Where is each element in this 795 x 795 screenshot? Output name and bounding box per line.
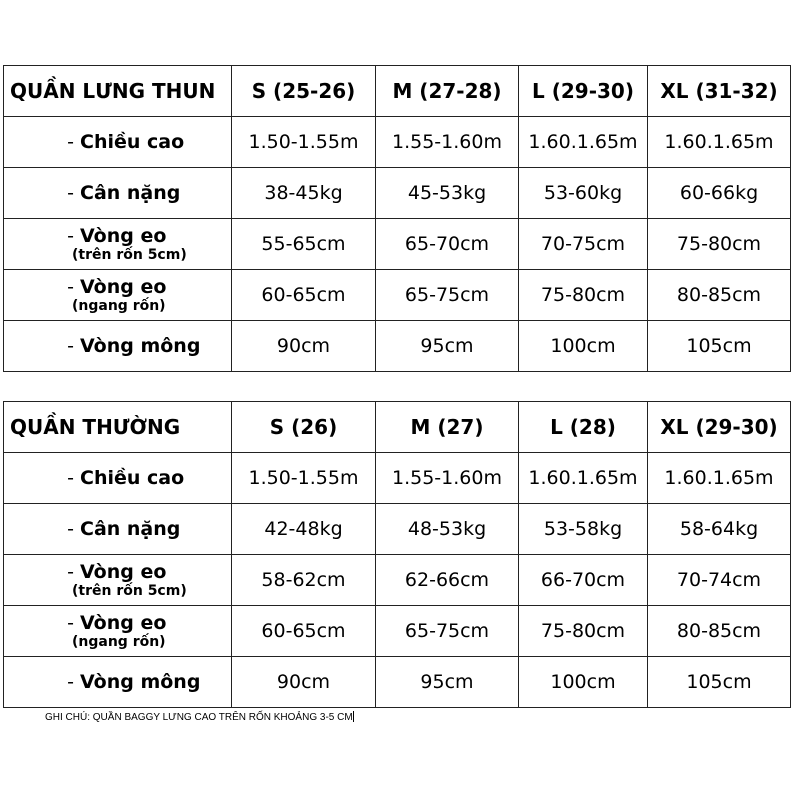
size-value: 80-85cm: [648, 606, 791, 657]
size-value: 1.60.1.65m: [648, 453, 791, 504]
dash: -: [67, 276, 74, 298]
size-value: 58-62cm: [232, 555, 376, 606]
size-value: 1.55-1.60m: [376, 453, 519, 504]
label-sub: (ngang rốn): [72, 634, 166, 650]
size-header: S (25-26): [232, 66, 376, 117]
size-value: 75-80cm: [648, 219, 791, 270]
row-label: [4, 606, 232, 657]
size-value: 75-80cm: [519, 606, 648, 657]
size-value: 75-80cm: [519, 270, 648, 321]
header-row: [4, 402, 791, 453]
size-value: 95cm: [376, 657, 519, 708]
label-text: Vòng eo: [80, 612, 167, 634]
size-value: 65-75cm: [376, 606, 519, 657]
size-value: 60-65cm: [232, 270, 376, 321]
size-value: 58-64kg: [648, 504, 791, 555]
size-value: 1.60.1.65m: [519, 453, 648, 504]
size-table-regular: [3, 401, 791, 708]
label-text: Vòng mông: [80, 335, 201, 357]
size-table-elastic-waist: [3, 65, 791, 372]
dash: -: [67, 182, 74, 204]
table-title: QUẦN LƯNG THUN: [4, 66, 232, 117]
label-text: Chiều cao: [80, 467, 185, 489]
size-value: 100cm: [519, 321, 648, 372]
size-value: 42-48kg: [232, 504, 376, 555]
size-value: 90cm: [232, 657, 376, 708]
size-value: 100cm: [519, 657, 648, 708]
row-label: [4, 657, 232, 708]
row-label: [4, 117, 232, 168]
row-label: [4, 168, 232, 219]
dash: -: [67, 335, 74, 357]
table-row: [4, 168, 791, 219]
table-row: [4, 504, 791, 555]
row-label: [4, 321, 232, 372]
size-value: 60-66kg: [648, 168, 791, 219]
size-header: S (26): [232, 402, 376, 453]
size-value: 1.60.1.65m: [648, 117, 791, 168]
size-value: 90cm: [232, 321, 376, 372]
size-header: L (29-30): [519, 66, 648, 117]
label-text: Vòng eo: [80, 561, 167, 583]
size-value: 66-70cm: [519, 555, 648, 606]
size-value: 38-45kg: [232, 168, 376, 219]
size-value: 62-66cm: [376, 555, 519, 606]
dash: -: [67, 518, 74, 540]
size-header: XL (29-30): [648, 402, 791, 453]
size-value: 48-53kg: [376, 504, 519, 555]
table-row: [4, 555, 791, 606]
row-label: [4, 453, 232, 504]
label-sub: (ngang rốn): [72, 298, 166, 314]
table-row: [4, 219, 791, 270]
size-value: 80-85cm: [648, 270, 791, 321]
row-label: [4, 555, 232, 606]
note-text: GHI CHÚ: QUẦN BAGGY LƯNG CAO TRÊN RỐN KHOẢNG 3-5 CM: [45, 712, 353, 723]
size-header: XL (31-32): [648, 66, 791, 117]
table-row: [4, 321, 791, 372]
size-value: 65-75cm: [376, 270, 519, 321]
size-value: 1.60.1.65m: [519, 117, 648, 168]
size-value: 53-58kg: [519, 504, 648, 555]
label-text: Cân nặng: [80, 182, 181, 204]
size-value: 70-74cm: [648, 555, 791, 606]
size-value: 1.50-1.55m: [232, 453, 376, 504]
label-sub: (trên rốn 5cm): [72, 583, 187, 599]
size-value: 55-65cm: [232, 219, 376, 270]
row-label: [4, 270, 232, 321]
size-value: 45-53kg: [376, 168, 519, 219]
size-header: M (27): [376, 402, 519, 453]
table-row: [4, 606, 791, 657]
size-value: 53-60kg: [519, 168, 648, 219]
size-value: 70-75cm: [519, 219, 648, 270]
dash: -: [67, 225, 74, 247]
table-row: [4, 453, 791, 504]
size-header: M (27-28): [376, 66, 519, 117]
label-text: Vòng mông: [80, 671, 201, 693]
table-row: [4, 270, 791, 321]
dash: -: [67, 671, 74, 693]
header-row: [4, 66, 791, 117]
row-label: [4, 219, 232, 270]
label-text: Vòng eo: [80, 276, 167, 298]
table-title: QUẦN THƯỜNG: [4, 402, 232, 453]
size-value: 105cm: [648, 657, 791, 708]
dash: -: [67, 612, 74, 634]
label-text: Cân nặng: [80, 518, 181, 540]
label-text: Chiều cao: [80, 131, 185, 153]
dash: -: [67, 561, 74, 583]
label-text: Vòng eo: [80, 225, 167, 247]
size-value: 95cm: [376, 321, 519, 372]
table-row: [4, 657, 791, 708]
size-value: 1.50-1.55m: [232, 117, 376, 168]
size-value: 1.55-1.60m: [376, 117, 519, 168]
size-value: 60-65cm: [232, 606, 376, 657]
table-row: [4, 117, 791, 168]
size-value: 65-70cm: [376, 219, 519, 270]
label-sub: (trên rốn 5cm): [72, 247, 187, 263]
size-header: L (28): [519, 402, 648, 453]
dash: -: [67, 131, 74, 153]
row-label: [4, 504, 232, 555]
dash: -: [67, 467, 74, 489]
size-value: 105cm: [648, 321, 791, 372]
